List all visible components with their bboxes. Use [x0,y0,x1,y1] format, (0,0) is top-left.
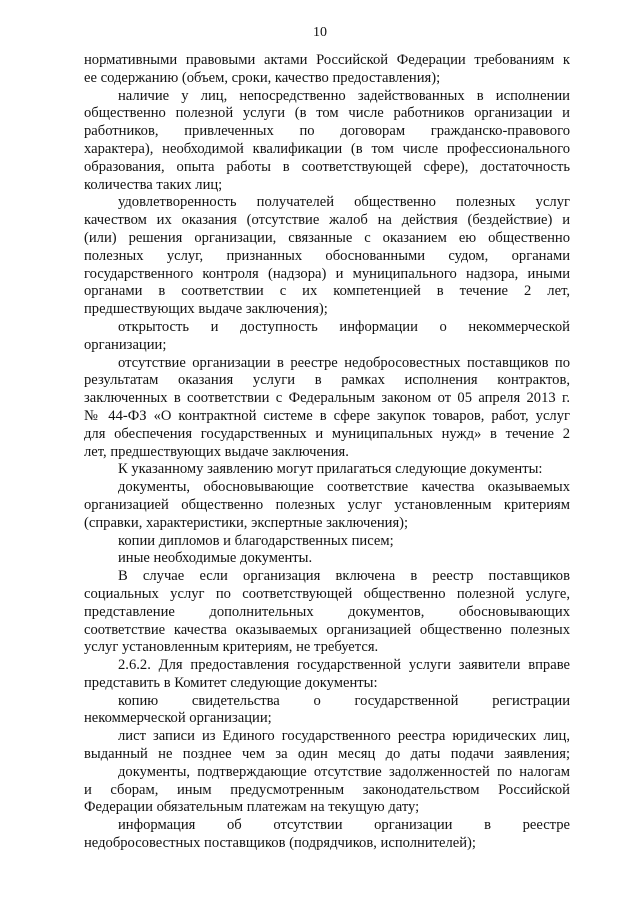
text-line: характера), необходимой квалификации (в том числе профессионального [84,140,570,157]
page-number: 10 [313,25,327,40]
text-line: предшествующих выдаче заключения); [84,301,328,318]
text-line: социальных услуг по соответствующей общественно полезной услуге, [84,585,570,602]
text-line: полезных услуг, признанных обоснованными судом, органами [84,247,570,264]
text-line: документы, обосновывающие соответствие качества оказываемых [118,479,570,496]
text-line: качеством их оказания (отсутствие жалоб на действия (бездействие) и [84,212,570,229]
text-line: (справки, характеристики, экспертные заключения); [84,514,409,531]
text-line: работников, привлеченных по договорам гражданско-правового [84,123,570,140]
text-line: представление дополнительных документов, обосновывающих [84,603,570,620]
text-line: услуг установленным критериям, не требуется. [84,639,379,656]
text-line: образования, опыта работы в соответствующей сфере), достаточность [84,158,570,175]
text-line: недобросовестных поставщиков (подрядчиков, исполнителей); [84,835,476,852]
text-line: 2.6.2. Для предоставления государственной услуги заявители вправе [118,657,570,674]
text-line: Федерации обязательным платежам на текущую дату; [84,799,420,816]
text-line: информация об отсутствии организации в реестре [118,817,570,834]
text-line: отсутствие организации в реестре недобросовестных поставщиков по [118,354,570,371]
text-line: нормативными правовыми актами Российской Федерации требованиям к [84,52,570,68]
text-line: (или) решения организации, связанные с оказанием ею общественно [84,229,570,246]
text-line: результатам оказания услуги в рамках исполнения контрактов, [84,372,570,389]
text-line: копии дипломов и благодарственных писем; [118,532,394,549]
text-line: органами в соответствии с их компетенцией в течение 2 лет, [84,283,570,300]
text-line: документы, подтверждающие отсутствие задолженностей по налогам [118,763,570,780]
text-line: лет, предшествующих выдаче заключения. [84,443,349,460]
text-line: количества таких лиц; [84,176,223,193]
text-line: удовлетворенность получателей общественно полезных услуг [118,194,570,211]
text-line: копию свидетельства о государственной регистрации [118,692,570,709]
text-line: выданный не позднее чем за один месяц до даты подачи заявления; [84,746,570,763]
text-line: организации; [84,336,167,353]
text-line: иные необходимые документы. [118,550,313,567]
text-line: государственного контроля (надзора) и муниципального надзора, иными [84,265,570,282]
text-line: ее содержанию (объем, сроки, качество предоставления); [84,69,441,86]
text-line: соответствие качества оказываемых организацией общественно полезных [84,621,570,638]
text-line: заключенных в соответствии с Федеральным законом от 05 апреля 2013 г. [84,390,570,407]
text-line: № 44-ФЗ «О контрактной системе в сфере закупок товаров, работ, услуг [84,407,570,424]
text-line: лист записи из Единого государственного реестра юридических лиц, [118,728,570,745]
text-line: для обеспечения государственных и муниципальных нужд» в течение 2 [84,425,570,442]
text-line: наличие у лиц, непосредственно задействованных в исполнении [118,87,570,104]
text-line: организацией общественно полезных услуг установленным критериям [84,496,570,513]
text-line: К указанному заявлению могут прилагаться следующие документы: [118,461,543,478]
text-line: некоммерческой организации; [84,710,272,727]
text-line: В случае если организация включена в реестр поставщиков [118,568,570,585]
text-line: общественно полезной услуги (в том числе работников организации и [84,105,570,122]
text-line: и сборам, иным предусмотренным законодательством Российской [84,781,570,798]
text-line: представить в Комитет следующие документы: [84,674,378,691]
text-line: открытость и доступность информации о некоммерческой [118,318,570,335]
document-body [84,52,570,853]
